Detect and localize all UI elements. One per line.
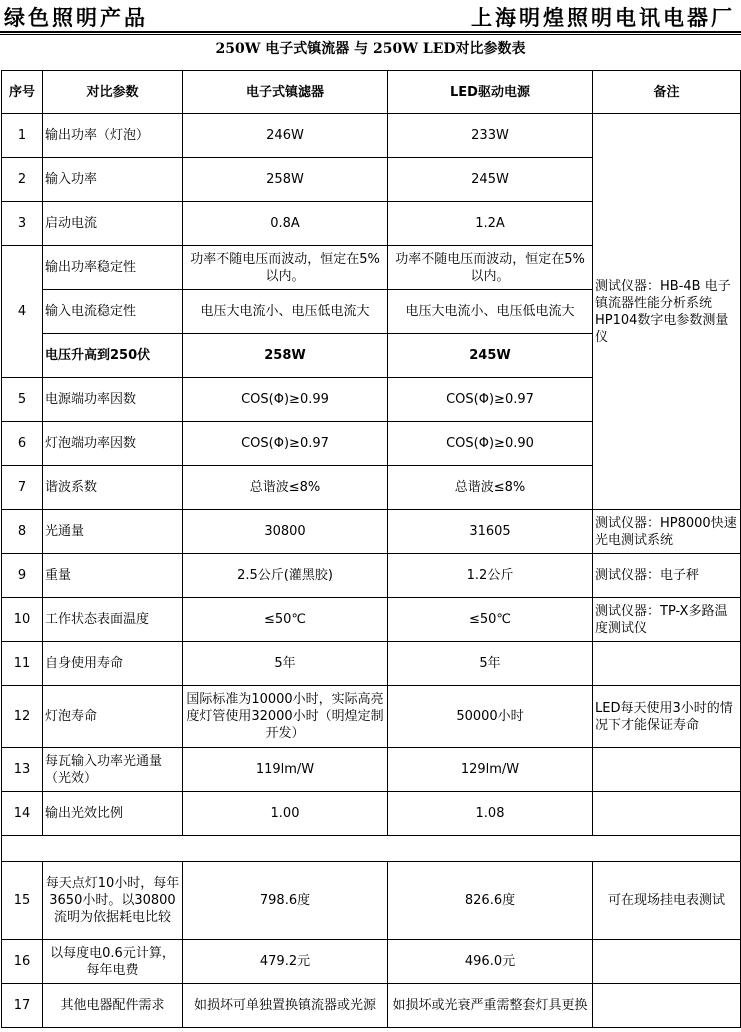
ballast-value: 2.5公斤(灌黑胶) [183,554,388,598]
led-value: ≤50℃ [388,598,593,642]
led-value: 5年 [388,642,593,686]
ballast-value: 30800 [183,510,388,554]
row-no: 17 [2,984,43,1028]
row-note [593,792,741,836]
led-value: 1.08 [388,792,593,836]
row-param: 谐波系数 [43,466,183,510]
company-name: 上海明煌照明电讯电器厂 [471,5,735,30]
ballast-value: 119lm/W [183,748,388,792]
row-param: 每天点灯10小时，每年3650小时。以30800流明为依据耗电比较 [43,862,183,940]
led-value: 826.6度 [388,862,593,940]
row-param: 灯泡寿命 [43,686,183,748]
row-no: 9 [2,554,43,598]
ballast-value: 电压大电流小、电压低电流大 [183,290,388,334]
led-value: COS(Φ)≥0.97 [388,378,593,422]
ballast-value: COS(Φ)≥0.99 [183,378,388,422]
table-row [2,642,741,686]
blank-row [2,836,741,862]
table-row [2,598,741,642]
row-no: 14 [2,792,43,836]
row-no: 11 [2,642,43,686]
row-param: 电源端功率因数 [43,378,183,422]
row-param: 输出光效比例 [43,792,183,836]
row-note: 测试仪器：电子秤 [593,554,741,598]
ballast-value: 5年 [183,642,388,686]
row-param: 灯泡端功率因数 [43,422,183,466]
led-value: 如损坏或光衰严重需整套灯具更换 [388,984,593,1028]
table-row [2,862,741,940]
led-value: 496.0元 [388,940,593,984]
row-note: 可在现场挂电表测试 [593,862,741,940]
table-row [2,984,741,1028]
led-value: 1.2A [388,202,593,246]
led-value: 电压大电流小、电压低电流大 [388,290,593,334]
led-value: COS(Φ)≥0.90 [388,422,593,466]
ballast-value: 246W [183,114,388,158]
blank-cell [2,836,741,862]
row-no: 10 [2,598,43,642]
table-title: 250W 电子式镇流器 与 250W LED对比参数表 [215,41,526,57]
row-param: 输出功率（灯泡） [43,114,183,158]
row-note: LED每天使用3小时的情况下才能保证寿命 [593,686,741,748]
ballast-value: 国际标准为10000小时，实际高亮度灯管使用32000小时（明煌定制开发） [183,686,388,748]
led-value: 245W [388,158,593,202]
led-value: 1.2公斤 [388,554,593,598]
ballast-value: 总谐波≤8% [183,466,388,510]
ballast-value: 258W [183,334,388,378]
row-param: 以每度电0.6元计算，每年电费 [43,940,183,984]
row-no: 2 [2,158,43,202]
row-no: 12 [2,686,43,748]
row-note: 测试仪器：TP-X多路温度测试仪 [593,598,741,642]
row-no: 1 [2,114,43,158]
row-no: 5 [2,378,43,422]
comparison-table [1,70,741,1028]
table-row [2,686,741,748]
row-note [593,642,741,686]
col-header-no: 序号 [2,71,43,114]
row-param: 每瓦输入功率光通量（光效） [43,748,183,792]
ballast-value: 479.2元 [183,940,388,984]
row-no: 13 [2,748,43,792]
row-note [593,984,741,1028]
brand-slogan: 绿色照明产品 [4,5,148,30]
page-header [0,0,741,36]
ballast-value: ≤50℃ [183,598,388,642]
row-param: 输入电流稳定性 [43,290,183,334]
row-param: 启动电流 [43,202,183,246]
row-no: 15 [2,862,43,940]
row-note [593,748,741,792]
header-rule-thin [0,34,741,35]
ballast-value: 0.8A [183,202,388,246]
row-param: 重量 [43,554,183,598]
table-header-row [2,71,741,114]
row-param: 电压升高到250伏 [43,334,183,378]
table-row [2,114,741,158]
ballast-value: 258W [183,158,388,202]
row-no: 16 [2,940,43,984]
ballast-value: 功率不随电压而波动，恒定在5%以内。 [183,246,388,290]
ballast-value: 如损坏可单独置换镇流器或光源 [183,984,388,1028]
table-row [2,510,741,554]
col-header-note: 备注 [593,71,741,114]
row-no: 3 [2,202,43,246]
table-row [2,792,741,836]
ballast-value: COS(Φ)≥0.97 [183,422,388,466]
table-row [2,554,741,598]
row-no: 8 [2,510,43,554]
led-value: 31605 [388,510,593,554]
row-no: 7 [2,466,43,510]
row-param: 工作状态表面温度 [43,598,183,642]
ballast-value: 798.6度 [183,862,388,940]
led-value: 129lm/W [388,748,593,792]
table-row [2,940,741,984]
row-note [593,940,741,984]
merged-note: 测试仪器：HB-4B 电子镇流器性能分析系统 HP104数字电参数测量仪 [593,114,741,510]
row-param: 输入功率 [43,158,183,202]
led-value: 总谐波≤8% [388,466,593,510]
header-rule [0,31,741,33]
row-note: 测试仪器：HP8000快速光电测试系统 [593,510,741,554]
row-no: 6 [2,422,43,466]
led-value: 245W [388,334,593,378]
led-value: 功率不随电压而波动，恒定在5%以内。 [388,246,593,290]
col-header-param: 对比参数 [43,71,183,114]
col-header-led: LED驱动电源 [388,71,593,114]
led-value: 50000小时 [388,686,593,748]
row-param: 其他电器配件需求 [43,984,183,1028]
ballast-value: 1.00 [183,792,388,836]
led-value: 233W [388,114,593,158]
row-no: 4 [2,246,43,378]
row-param: 光通量 [43,510,183,554]
table-row [2,748,741,792]
row-param: 自身使用寿命 [43,642,183,686]
col-header-ballast: 电子式镇滤器 [183,71,388,114]
row-param: 输出功率稳定性 [43,246,183,290]
